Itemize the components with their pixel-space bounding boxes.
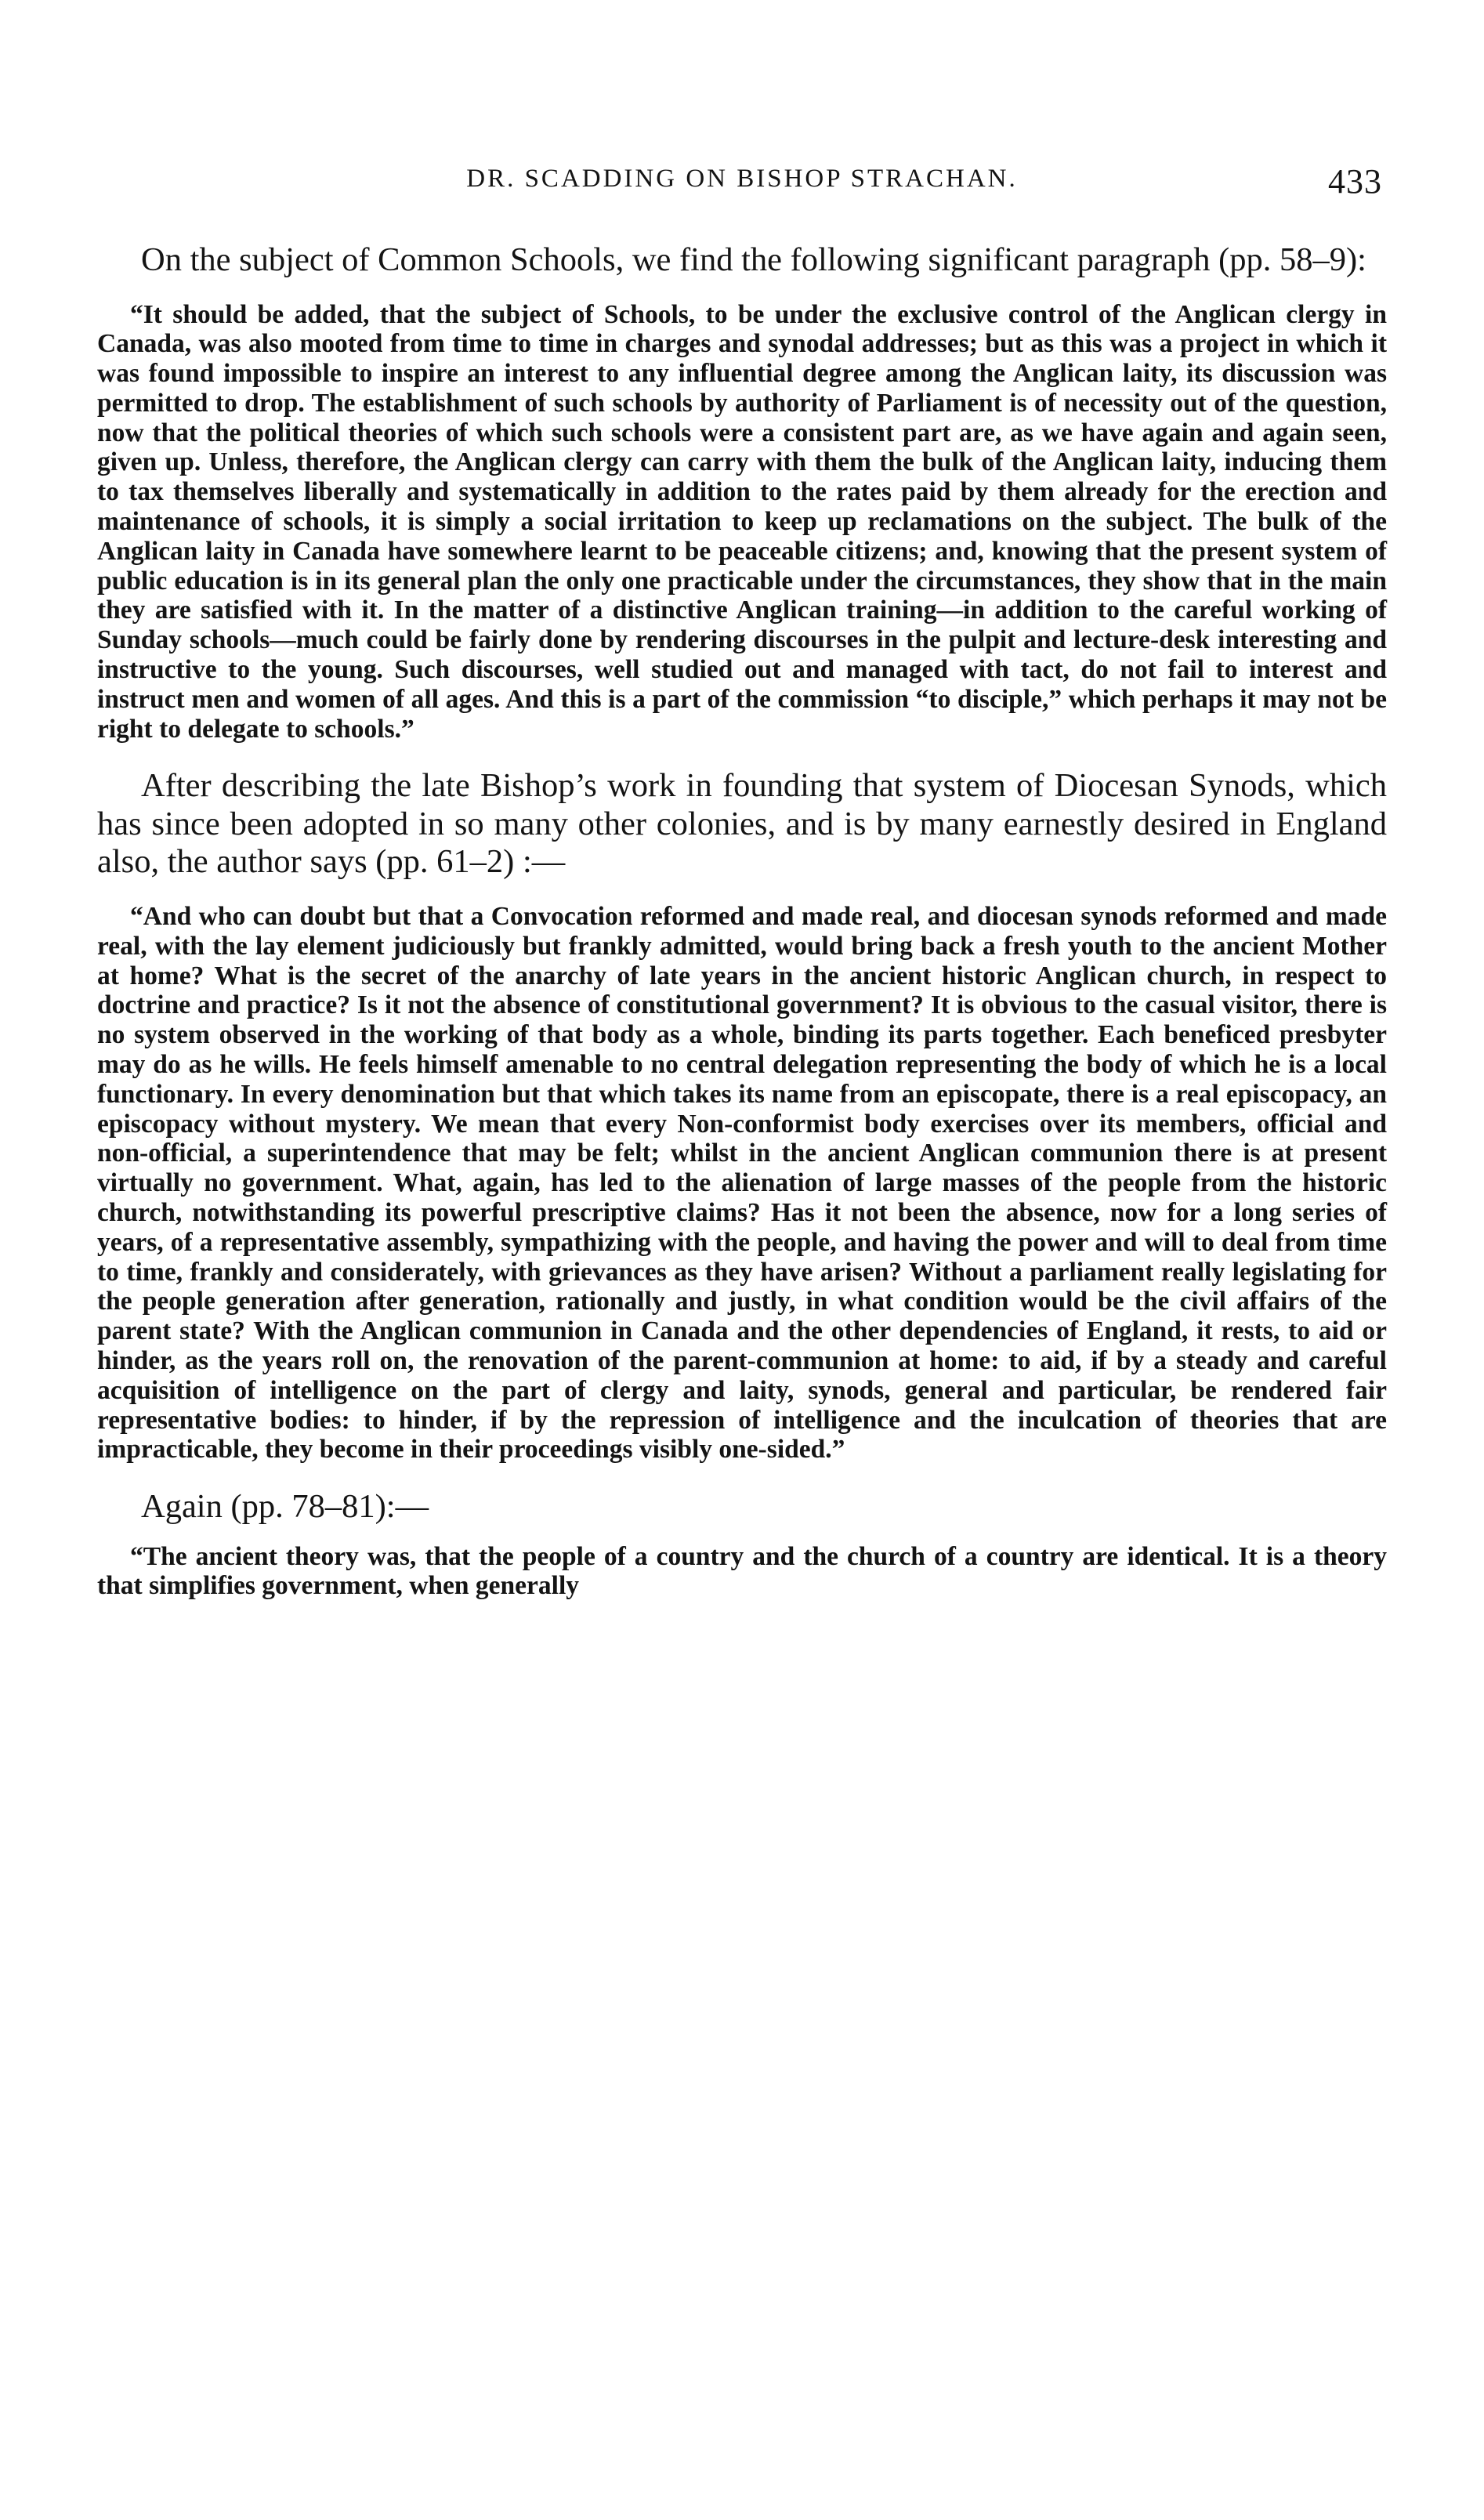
- running-head: [97, 162, 1387, 212]
- intro-paragraph-schools: On the subject of Common Schools, we find the following significant paragraph (pp. 58–9):: [141, 241, 1366, 278]
- intro-paragraph-again: Again (pp. 78–81):—: [141, 1488, 429, 1526]
- quote-ancient-theory: “The ancient theory was, that the people of a country and the church of a country are identical. It is a theory that simplifies government, when generally: [97, 1541, 1387, 1601]
- quote-convocation: “And who can doubt but that a Convocation reformed and made real, and diocesan synods reformed and made real, with the lay element judiciously but frankly admitted, would bring back a fresh youth to the ancient Mother at home? What is the secret of the anarchy of late years in the ancient historic Anglican church, in respect to doctrine and practice? Is it not the absence of constitutional government? It is obvious to the casual visitor, there is no system observed in the working of that body as a whole, binding its parts together. Each beneficed presbyter may do as he wills. He feels himself amenable to no central delegation representing the body of which he is a local functionary. In every denomination but that which takes its name from an episcopate, there is a real episcopacy, an episcopacy without mystery. We mean that every Non-conformist body exercises over its members, official and non-official, a superintendence that may be felt; whilst in the ancient Anglican communion there is at present virtually no government. What, again, has led to the alienation of large masses of the people from the historic church, notwithstanding its powerful prescriptive claims? Has it not been the absence, now for a long series of years, of a representative assembly, sympathizing with the people, and having the power and will to deal from time to time, frankly and considerately, with grievances as they have arisen? Without a parliament really legislating for the people generation after generation, rationally and justly, in what condition would be the civil affairs of the parent state? With the Anglican communion in Canada and the other dependencies of England, it rests, to aid or hinder, as the years roll on, the renovation of the parent-communion at home: to aid, if by a steady and careful acquisition of intelligence on the part of clergy and laity, synods, general and particular, be rendered fair representative bodies: to hinder, if by the repression of intelligence and the inculcation of theories that are impracticable, they become in their proceedings visibly one-sided.”: [97, 901, 1387, 1465]
- document-page: [97, 162, 1387, 1601]
- intro-paragraph-synods: After describing the late Bishop’s work in founding that system of Diocesan Synods, which has since been adopted in so many other colonies, and is by many earnestly desired in England also, the author says (pp. 61–2) :—: [97, 767, 1387, 881]
- page-number: 433: [1328, 162, 1382, 201]
- running-title: DR. SCADDING ON BISHOP STRACHAN.: [466, 165, 1018, 193]
- quote-common-schools: “It should be added, that the subject of Schools, to be under the exclusive control of the Anglican clergy in Canada, was also mooted from time to time in charges and synodal addresses; but as this was a project in which it was found impossible to inspire an interest to any influential degree among the Anglican laity, its discussion was permitted to drop. The establishment of such schools by authority of Parliament is of necessity out of the question, now that the political theories of which such schools were a consistent part are, as we have again and again seen, given up. Unless, therefore, the Anglican clergy can carry with them the bulk of the Anglican laity, inducing them to tax themselves liberally and systematically in addition to the rates paid by them already for the erection and maintenance of schools, it is simply a social irritation to keep up reclamations on the subject. The bulk of the Anglican laity in Canada have somewhere learnt to be peaceable citizens; and, knowing that the present system of public education is in its general plan the only one practicable under the circumstances, they show that in the main they are satisfied with it. In the matter of a distinctive Anglican training—in addition to the careful working of Sunday schools—much could be fairly done by rendering discourses in the pulpit and lecture-desk interesting and instructive to the young. Such discourses, well studied out and managed with tact, do not fail to interest and instruct men and women of all ages. And this is a part of the commission “to disciple,” which perhaps it may not be right to delegate to schools.”: [97, 299, 1387, 744]
